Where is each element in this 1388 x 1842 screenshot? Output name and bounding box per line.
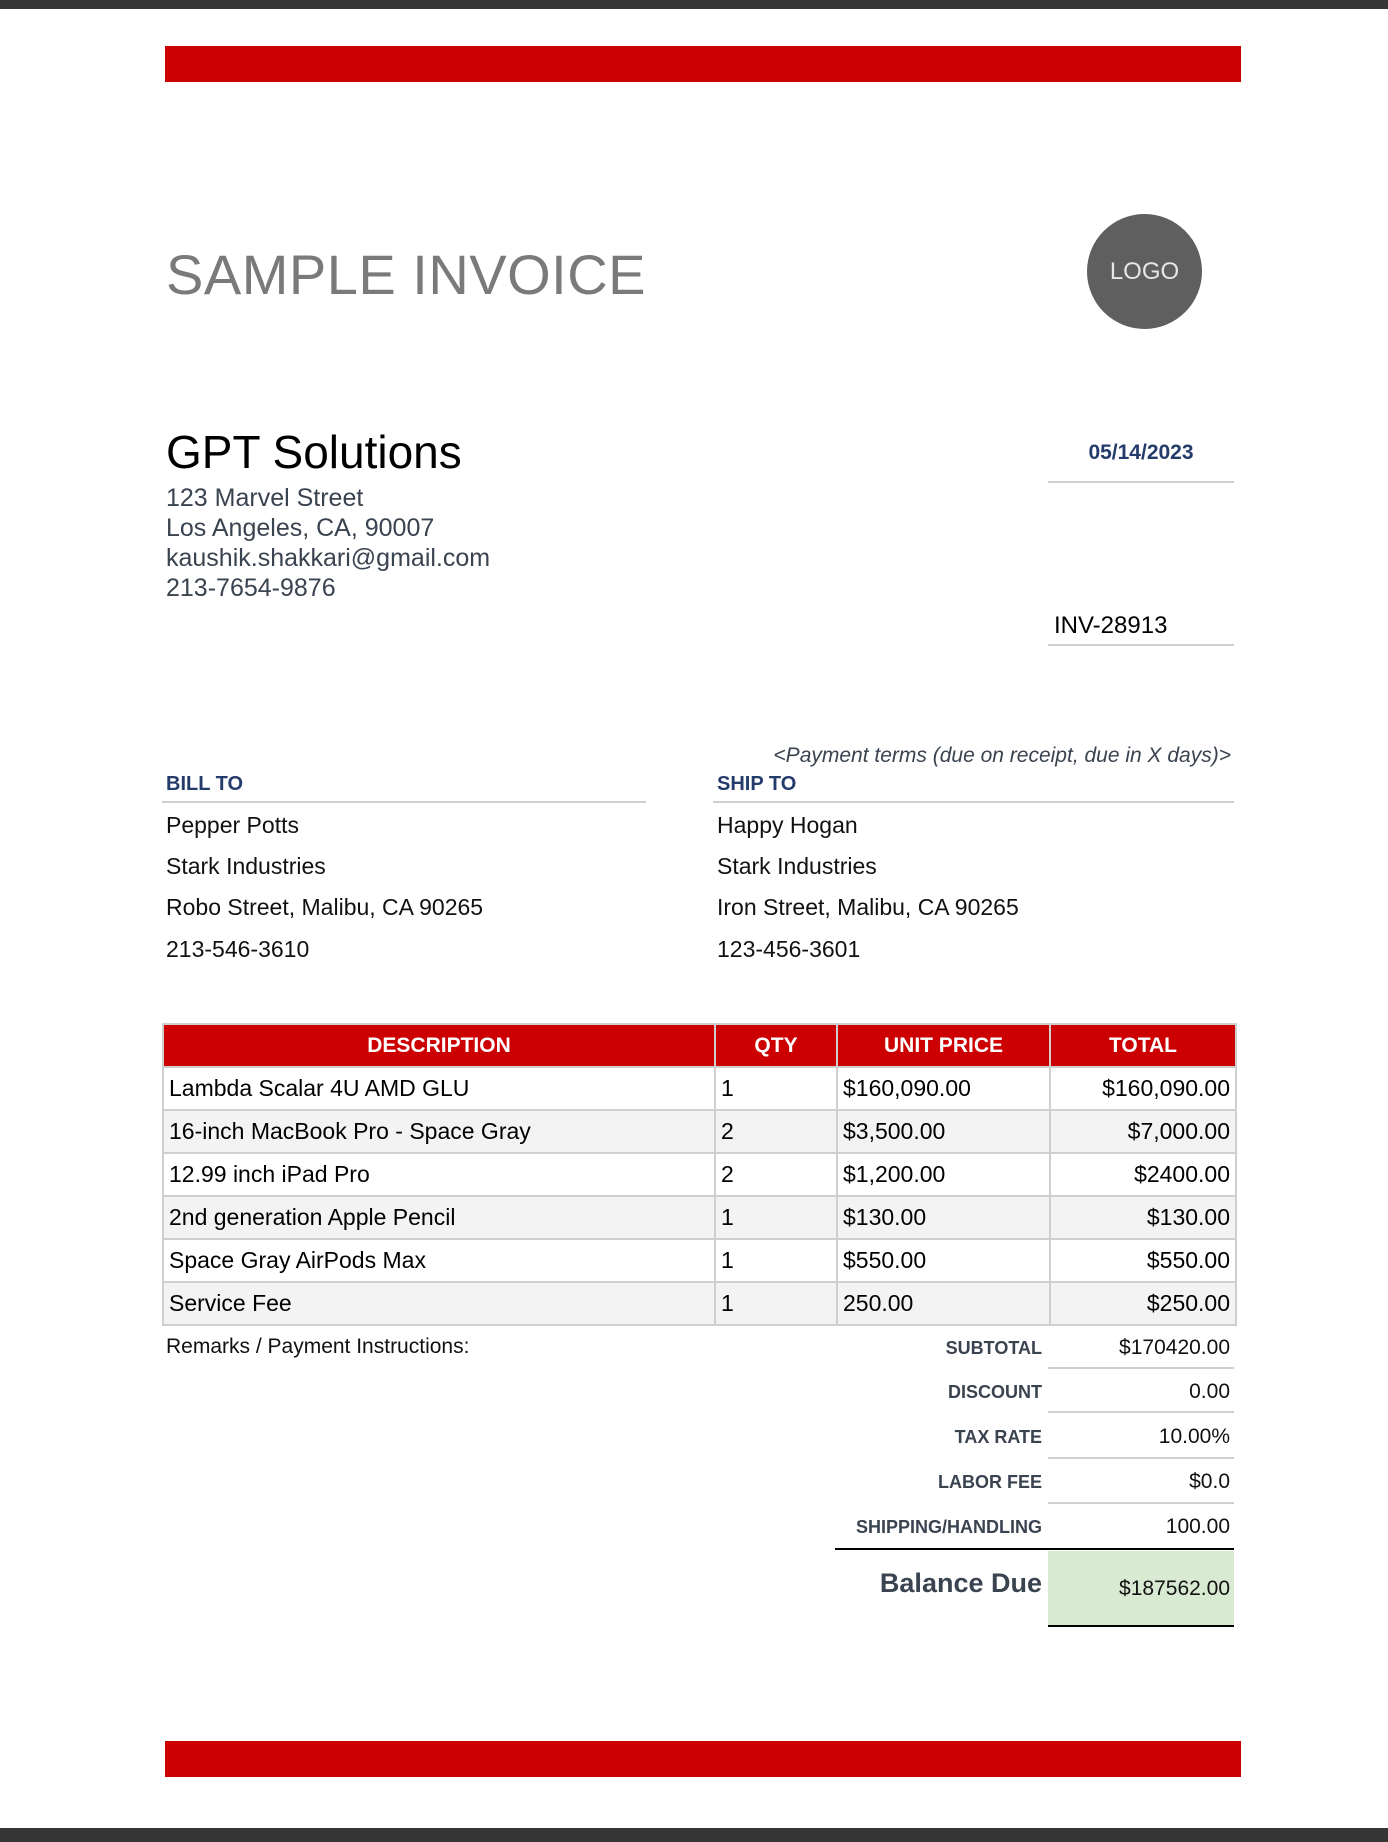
item-qty: 1 — [715, 1196, 837, 1239]
subtotal-underline — [1048, 1367, 1234, 1369]
item-total: $550.00 — [1050, 1239, 1236, 1282]
table-row — [163, 1067, 1236, 1110]
invoice-number: INV-28913 — [1054, 612, 1168, 639]
item-total: $7,000.00 — [1050, 1110, 1236, 1153]
logo-placeholder — [1087, 214, 1202, 329]
table-row — [163, 1196, 1236, 1239]
logo-text: LOGO — [1109, 257, 1180, 285]
item-total: $160,090.00 — [1050, 1067, 1236, 1110]
payment-terms: <Payment terms (due on receipt, due in X days)> — [773, 744, 1231, 767]
item-qty: 1 — [715, 1067, 837, 1110]
ship-to-name: Happy Hogan — [717, 812, 858, 838]
window-bottom-edge — [0, 1828, 1388, 1842]
company-phone: 213-7654-9876 — [166, 574, 336, 602]
table-header-row — [163, 1024, 1236, 1067]
item-total: $2400.00 — [1050, 1153, 1236, 1196]
bill-to-divider — [162, 801, 646, 803]
discount-label: DISCOUNT — [948, 1382, 1042, 1402]
bill-to-name: Pepper Potts — [166, 812, 299, 838]
item-description: Space Gray AirPods Max — [163, 1239, 715, 1282]
item-qty: 1 — [715, 1239, 837, 1282]
shipping-label: SHIPPING/HANDLING — [855, 1517, 1042, 1537]
remarks-label: Remarks / Payment Instructions: — [166, 1335, 470, 1358]
balance-top-rule — [835, 1548, 1234, 1550]
subtotal-label: SUBTOTAL — [945, 1338, 1042, 1358]
bill-to-heading: BILL TO — [166, 773, 244, 795]
column-header-qty: QTY — [715, 1024, 837, 1067]
column-header-unit-price: UNIT PRICE — [837, 1024, 1050, 1067]
item-total: $130.00 — [1050, 1196, 1236, 1239]
item-unit-price: $160,090.00 — [837, 1067, 1050, 1110]
discount-value: 0.00 — [1189, 1380, 1230, 1403]
tax-rate-underline — [1048, 1457, 1234, 1459]
labor-fee-label: LABOR FEE — [937, 1472, 1042, 1492]
item-total: $250.00 — [1050, 1282, 1236, 1325]
ship-to-company: Stark Industries — [717, 853, 877, 879]
labor-fee-underline — [1048, 1502, 1234, 1504]
balance-due-value: $187562.00 — [1119, 1577, 1230, 1600]
shipping-value: 100.00 — [1165, 1515, 1230, 1538]
bill-to-address: Robo Street, Malibu, CA 90265 — [166, 894, 484, 920]
ship-to-phone: 123-456-3601 — [717, 936, 861, 962]
invoice-title: SAMPLE INVOICE — [166, 243, 647, 306]
subtotal-value: $170420.00 — [1119, 1336, 1230, 1359]
ship-to-heading: SHIP TO — [717, 773, 797, 795]
item-description: 2nd generation Apple Pencil — [163, 1196, 715, 1239]
item-description: Lambda Scalar 4U AMD GLU — [163, 1067, 715, 1110]
bill-to-company: Stark Industries — [166, 853, 326, 879]
column-header-description: DESCRIPTION — [163, 1024, 715, 1067]
table-row — [163, 1110, 1236, 1153]
bill-to-phone: 213-546-3610 — [166, 936, 310, 962]
ship-to-address: Iron Street, Malibu, CA 90265 — [717, 894, 1019, 920]
company-email: kaushik.shakkari@gmail.com — [166, 544, 491, 572]
item-unit-price: $550.00 — [837, 1239, 1050, 1282]
balance-bottom-rule — [1048, 1625, 1234, 1627]
item-qty: 1 — [715, 1282, 837, 1325]
company-street: 123 Marvel Street — [166, 484, 364, 512]
company-city: Los Angeles, CA, 90007 — [166, 514, 435, 542]
date-underline — [1048, 481, 1234, 483]
header-accent-bar — [165, 46, 1241, 82]
window-top-edge — [0, 0, 1388, 9]
balance-due-label: Balance Due — [879, 1568, 1042, 1598]
item-qty: 2 — [715, 1110, 837, 1153]
tax-rate-label: TAX RATE — [954, 1427, 1042, 1447]
item-unit-price: $1,200.00 — [837, 1153, 1050, 1196]
item-unit-price: $3,500.00 — [837, 1110, 1050, 1153]
invoice-number-underline — [1048, 644, 1234, 646]
item-description: 12.99 inch iPad Pro — [163, 1153, 715, 1196]
company-name: GPT Solutions — [166, 426, 462, 478]
column-header-total: TOTAL — [1050, 1024, 1236, 1067]
line-items-table — [162, 1023, 1237, 1326]
invoice-date: 05/14/2023 — [1088, 441, 1194, 464]
item-unit-price: $130.00 — [837, 1196, 1050, 1239]
table-row — [163, 1282, 1236, 1325]
table-row — [163, 1239, 1236, 1282]
item-description: Service Fee — [163, 1282, 715, 1325]
item-unit-price: 250.00 — [837, 1282, 1050, 1325]
labor-fee-value: $0.0 — [1189, 1470, 1230, 1493]
item-description: 16-inch MacBook Pro - Space Gray — [163, 1110, 715, 1153]
discount-underline — [1048, 1411, 1234, 1413]
table-row — [163, 1153, 1236, 1196]
tax-rate-value: 10.00% — [1158, 1425, 1230, 1448]
item-qty: 2 — [715, 1153, 837, 1196]
footer-accent-bar — [165, 1741, 1241, 1777]
ship-to-divider — [713, 801, 1234, 803]
